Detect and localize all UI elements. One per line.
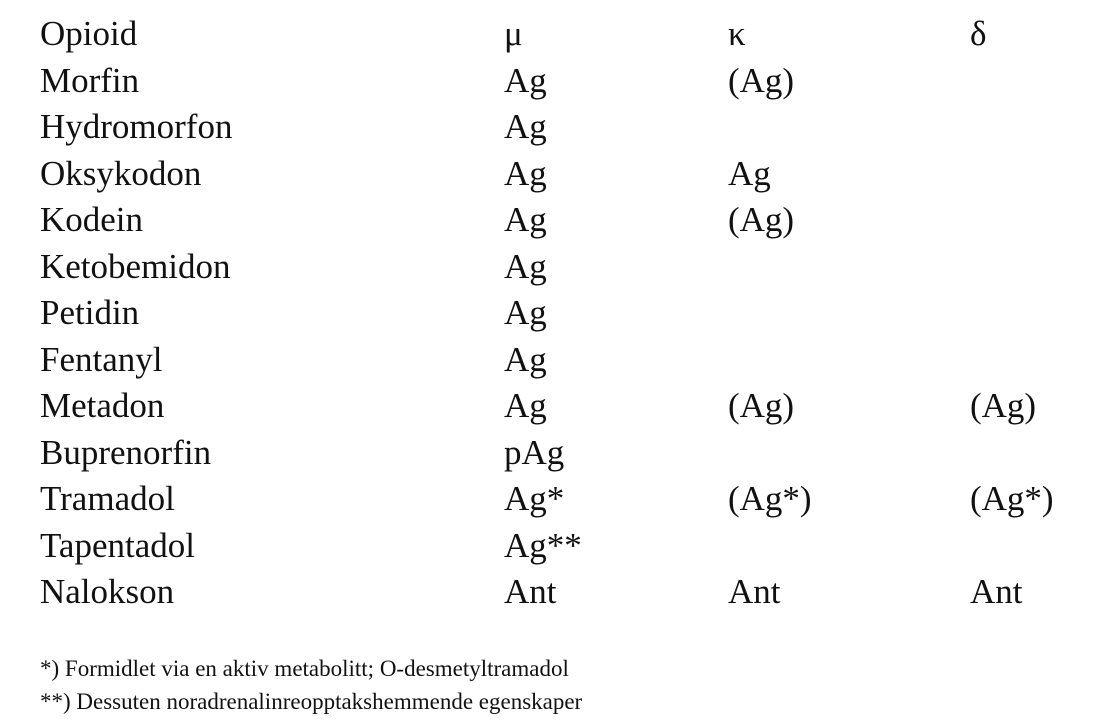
- delta-cell: Ant: [970, 572, 1023, 611]
- opioid-name-cell: Buprenorfin: [40, 432, 212, 472]
- kappa-cell: Ant: [728, 572, 781, 611]
- opioid-name-cell: Tapentadol: [40, 525, 195, 565]
- mu-cell: Ag*: [504, 479, 565, 518]
- opioid-name-cell: Ketobemidon: [40, 246, 231, 286]
- footnote-noradrenaline: **) Dessuten noradrenalinreopptakshemmende egenskaper: [40, 689, 583, 714]
- table-row: [40, 151, 1080, 198]
- mu-cell: Ag: [504, 339, 547, 379]
- opioid-name-cell: Nalokson: [40, 572, 175, 611]
- opioid-name-cell: Oksykodon: [40, 153, 202, 193]
- table-row: [40, 476, 1080, 523]
- table-row: [40, 290, 1080, 337]
- kappa-cell: (Ag): [728, 386, 795, 425]
- mu-cell: Ag: [504, 293, 547, 332]
- table-row: [40, 430, 1080, 477]
- mu-cell: Ant: [504, 572, 557, 611]
- mu-cell: pAg: [504, 432, 565, 472]
- opioid-name-cell: Morfin: [40, 60, 140, 100]
- mu-cell: Ag: [504, 386, 547, 425]
- table-row: [40, 383, 1080, 430]
- mu-cell: Ag: [504, 153, 547, 193]
- table-row: [40, 197, 1080, 244]
- header-opioid: Opioid: [40, 14, 138, 53]
- delta-cell: (Ag): [970, 386, 1037, 425]
- mu-cell: Ag: [504, 246, 547, 286]
- footnotes: [40, 652, 582, 718]
- table-row: [40, 337, 1080, 384]
- mu-cell: Ag: [504, 200, 547, 239]
- opioid-name-cell: Metadon: [40, 386, 165, 425]
- kappa-cell: (Ag): [728, 200, 795, 239]
- opioid-receptor-table: [40, 11, 1080, 616]
- table-row: [40, 523, 1080, 570]
- footnote-metabolite: *) Formidlet via en aktiv metabolitt; O-desmetyltramadol: [40, 656, 569, 681]
- header-kappa: κ: [728, 14, 746, 53]
- opioid-name-cell: Hydromorfon: [40, 107, 233, 146]
- mu-cell: Ag: [504, 107, 547, 146]
- table-row: [40, 569, 1080, 616]
- opioid-name-cell: Tramadol: [40, 479, 175, 518]
- header-mu: μ: [504, 14, 523, 53]
- kappa-cell: (Ag*): [728, 479, 812, 518]
- mu-cell: Ag: [504, 60, 547, 100]
- opioid-name-cell: Fentanyl: [40, 339, 163, 379]
- table-row: [40, 58, 1080, 105]
- kappa-cell: (Ag): [728, 60, 795, 100]
- mu-cell: Ag**: [504, 525, 582, 565]
- kappa-cell: Ag: [728, 153, 771, 193]
- opioid-name-cell: Petidin: [40, 293, 140, 332]
- table-header-row: [40, 11, 1080, 58]
- table-row: [40, 104, 1080, 151]
- opioid-name-cell: Kodein: [40, 200, 144, 239]
- header-delta: δ: [970, 14, 987, 53]
- delta-cell: (Ag*): [970, 479, 1054, 518]
- table-row: [40, 244, 1080, 291]
